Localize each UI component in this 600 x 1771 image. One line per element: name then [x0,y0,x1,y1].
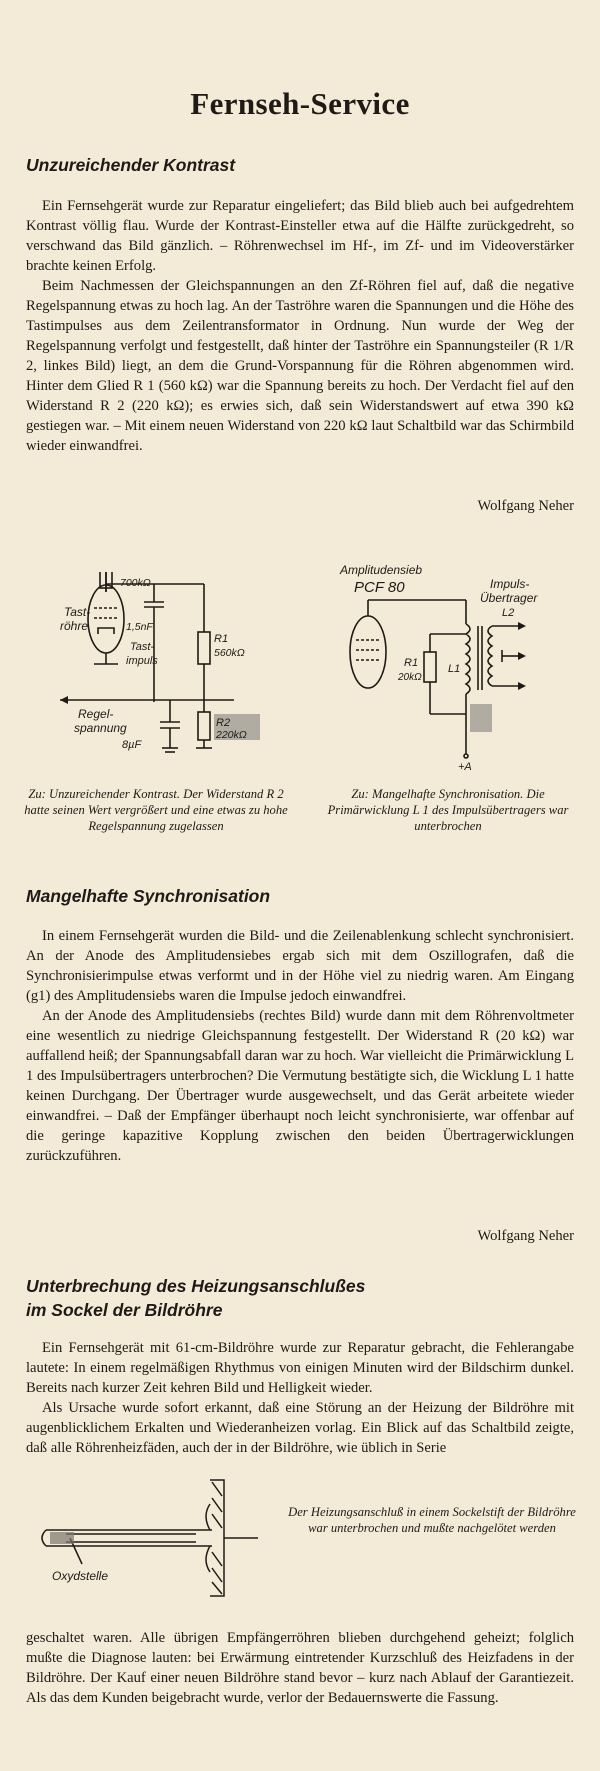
caption-socket: Der Heizungsanschluß in einem Sockelstift der Bildröhre war unterbrochen und mußte nachgelötet werden [288,1505,576,1535]
label-plus-a: +A [458,761,472,772]
heading-unzureichender-kontrast: Unzureichender Kontrast [26,155,236,175]
label-impuls-2: Übertrager [480,591,538,605]
schematic-right [320,560,560,772]
tube-label-1: Tast- [64,605,91,619]
paragraph-kontrast-1: Ein Fernsehgerät wurde zur Reparatur eingeliefert; das Bild blieb auch bei aufgedrehtem Kontrast völlig flau. Wurde der Kontrast-Einsteller etwa auf die Hälfte zurückgedreht, so verschwand das Bild gänzlich. – Röhrenwechsel im Hf-, im Zf- und im Videoverstärker brachte keinen Erfolg. [26,198,574,274]
label-1-5nf: 1,5nF [126,621,153,633]
label-amplitudensieb: Amplitudensieb [340,563,423,577]
tube-label-2: röhre [60,619,89,633]
paragraph-sync-2: An der Anode des Amplitudensiebs (rechtes Bild) wurde dann mit dem Röhrenvoltmeter eine wesentlich zu niedrige Gleichspannung festgestellt. Der Widerstand R (20 kΩ) war auffallend heiß; der Spannungsabfall daran war zu hoch. War vielleicht die Primärwicklung L 1 des Impulsübertragers unterbrochen? Die Vermutung bestätigte sich, die Wicklung L 1 hatte keinen Durchgang. Der Übertrager wurde ausgewechselt, und das Gerät arbeitete wieder einwandfrei. – Daß der Empfänger überhaupt noch leicht synchronisierte, war offenbar auf die geringe kapazitive Kopplung zwischen den beiden Übertragerwicklungen zurückzuführen. [26,1008,574,1164]
heading-mangelhafte-synchronisation: Mangelhafte Synchronisation [26,886,271,906]
label-pcf80: PCF 80 [354,579,405,596]
paragraph-heizung-2: Als Ursache wurde sofort erkannt, daß eine Störung an der Heizung der Bildröhre mit augenblicklichem Erkalten und Wiederanheizen vorlag. Ein Blick auf das Schaltbild zeigte, daß alle Röhrenheizfäden, auch der in der Bildröhre, wie üblich in Serie [26,1400,574,1456]
label-l1: L1 [448,663,461,675]
heading-unterbrechung-1: Unterbrechung des Heizungsanschlußes [26,1276,366,1296]
label-r2: R2 [216,717,231,729]
paragraph-kontrast-2: Beim Nachmessen der Gleichspannungen an den Zf-Röhren fiel auf, daß die negative Regelspannung etwas zu hoch lag. An der Taströhre waren die Spannungen und die Höhe des Tastimpulses aus dem Zeilentransformator in Ordnung. Nun wurde der Weg der Regelspannung verfolgt und festgestellt, daß hinter der Taströhre ein Spannungsteiler (R 1/R 2, linkes Bild) liegt, an dem die Grund-Vorspannung für die Röhren abgenommen wird. Hinter dem Glied R 1 (560 kΩ) war die Spannung bereits zu hoch. Der Verdacht fiel auf den Widerstand R 2 (220 kΩ); es erwies sich, daß sein Widerstandswert auf etwa 390 kΩ gestiegen war. – Mit einem neuen Widerstand von 220 kΩ laut Schaltbild war das Schirmbild wieder einwandfrei. [26,278,574,454]
heading-unterbrechung-2: im Sockel der Bildröhre [26,1300,223,1320]
label-8uf: 8µF [122,739,142,751]
label-oxydstelle: Oxydstelle [52,1569,109,1583]
caption-left: Zu: Unzureichender Kontrast. Der Widerstand R 2 hatte seinen Wert vergrößert und eine etwas zu hohe Regelspannung zugelassen [24,787,288,833]
page-title: Fernseh-Service [190,86,410,121]
paragraph-sync-1: In einem Fernsehgerät wurden die Bild- und die Zeilenablenkung schlecht synchronisiert. An der Anode des Amplitudensiebes ergab sich mit dem Oszillografen, daß die Synchronisierimpulse etwas verformt und in der Höhe viel zu niedrig waren. Am Eingang (g1) des Amplitudensiebs waren die Impulse jedoch einwandfrei. [26,928,574,1004]
label-r1-right: R1 [404,657,419,669]
label-20k: 20kΩ [398,672,422,683]
label-regel-2: spannung [74,721,127,735]
author-kontrast: Wolfgang Neher [477,498,574,514]
label-l2: L2 [502,607,515,619]
label-r1: R1 [214,633,229,645]
socket-pin-drawing [26,1476,266,1600]
label-r1-value: 560kΩ [214,647,245,659]
author-sync: Wolfgang Neher [477,1228,574,1244]
label-regel-1: Regel- [78,707,114,721]
label-tast-1: Tast- [130,641,155,653]
schematic-left [40,572,280,772]
paragraph-heizung-3: geschaltet waren. Alle übrigen Empfängerröhren blieben durchgehend geheizt; folglich mußte die Diagnose lauten: bei Erwärmung eintretender Kurzschluß des Heizfadens in der Bildröhre. Der Kauf einer neuen Bildröhre stand bevor – kurz nach Ablauf der Garantiezeit. Als das dem Kunden beigebracht wurde, verlor der Bedauernswerte die Fassung. [26,1630,574,1706]
label-r2-value: 220kΩ [216,729,247,741]
label-impuls-1: Impuls- [490,577,530,591]
label-tast-2: impuls [126,655,158,667]
label-700k: 700kΩ [120,577,151,589]
caption-right: Zu: Mangelhafte Synchronisation. Die Primärwicklung L 1 des Impulsübertragers war unterbrochen [327,787,569,833]
paragraph-heizung-1: Ein Fernsehgerät mit 61-cm-Bildröhre wurde zur Reparatur gebracht, die Fehlerangabe lautete: In einem regelmäßigen Rhythmus von einigen Minuten wird der Bildschirm dunkel. Bereits nach kurzer Zeit kehren Bild und Helligkeit wieder. [26,1340,574,1396]
